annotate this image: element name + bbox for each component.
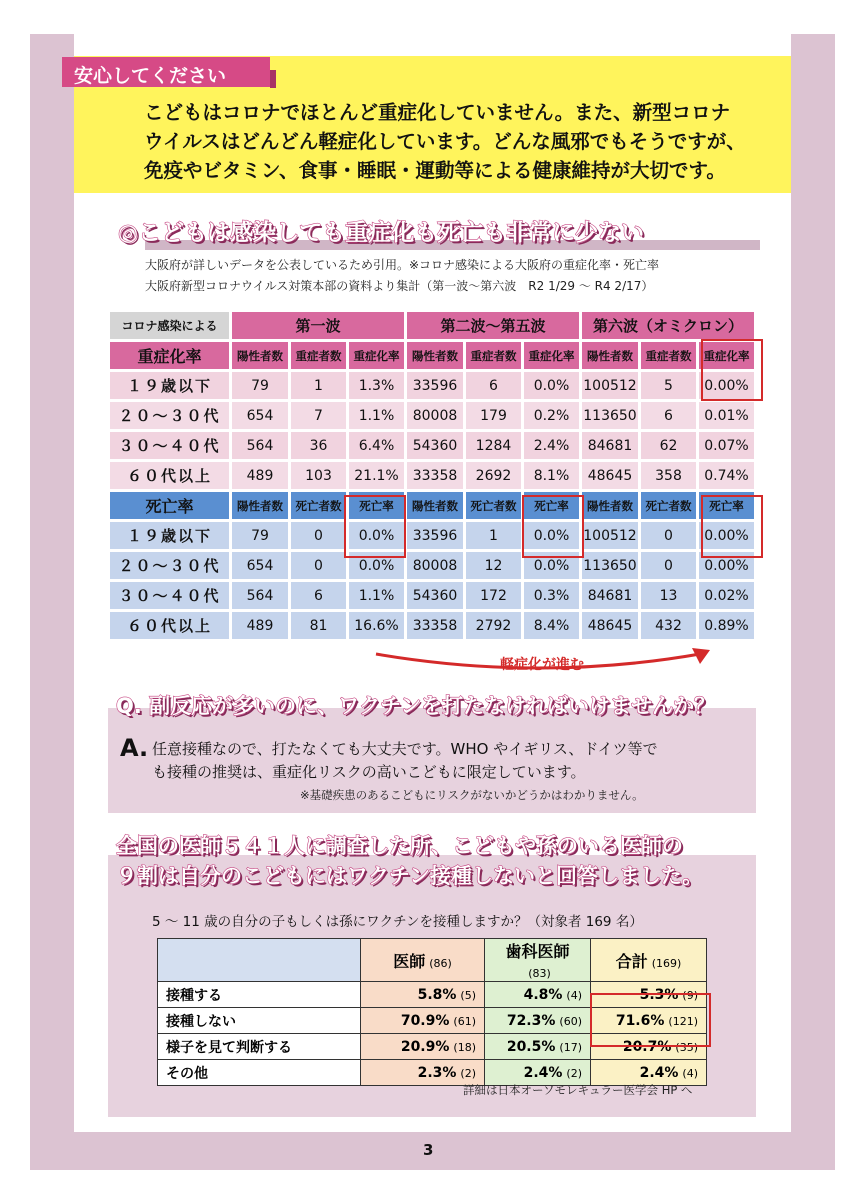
col-header: 死亡率	[349, 492, 404, 519]
table-cell: 432	[641, 612, 696, 639]
survey-question: 5 ～ 11 歳の自分の子もしくは孫にワクチンを接種しますか？（対象者 169 名）	[152, 914, 643, 930]
count: (35)	[675, 1040, 698, 1054]
survey-cell	[361, 1008, 485, 1034]
count: (61)	[453, 1014, 476, 1028]
pct: 20.9%	[400, 1038, 450, 1055]
intro-line: 免疫やビタミン、食事・睡眠・運動等による健康維持が大切です。	[144, 159, 726, 182]
table-cell: 0.74%	[699, 462, 754, 489]
col-header: 重症者数	[291, 342, 346, 369]
pct: 70.9%	[400, 1012, 450, 1029]
table-cell: 0.0%	[524, 552, 579, 579]
table-cell: 80008	[407, 402, 463, 429]
table-cell: 6.4%	[349, 432, 404, 459]
table-cell: 6	[291, 582, 346, 609]
col-header: 死亡者数	[466, 492, 521, 519]
table-cell: 1	[466, 522, 521, 549]
age-label: ６０代以上	[110, 612, 229, 639]
col-label: 医師	[393, 951, 426, 971]
col-header: 陽性者数	[407, 492, 463, 519]
table-cell: 0.0%	[524, 372, 579, 399]
survey-heading-line: 全国の医師５４１人に調査した所、こどもや孫のいる医師の	[116, 834, 683, 858]
survey-cell	[361, 982, 485, 1008]
badge-tail	[270, 70, 276, 88]
highlight-box	[701, 339, 763, 401]
table-cell: 2.4%	[524, 432, 579, 459]
col-header: 陽性者数	[582, 492, 638, 519]
table-cell: 13	[641, 582, 696, 609]
section1-heading: ◎こどもは感染しても重症化も死亡も非常に少ない	[118, 220, 645, 246]
table-cell: 1.3%	[349, 372, 404, 399]
survey-corner	[158, 939, 361, 982]
table-cell: 48645	[582, 612, 638, 639]
col-label: 歯科医師	[505, 942, 570, 961]
table-cell: 2792	[466, 612, 521, 639]
table-cell: 0	[291, 522, 346, 549]
col-header: 陽性者数	[232, 342, 288, 369]
table-cell: 7	[291, 402, 346, 429]
table-cell: 84681	[582, 582, 638, 609]
table-cell: 6	[641, 402, 696, 429]
count: (60)	[559, 1014, 582, 1028]
table-cell: 1.1%	[349, 402, 404, 429]
answer-note: ※基礎疾患のあるこどもにリスクがないかどうかはわかりません。	[300, 788, 644, 802]
table-cell: 654	[232, 402, 288, 429]
age-label: ３０～４０代	[110, 582, 229, 609]
table-cell: 100512	[582, 522, 638, 549]
table-cell: 48645	[582, 462, 638, 489]
table-cell: 1.1%	[349, 582, 404, 609]
survey-cell	[485, 1008, 591, 1034]
count: (4)	[682, 1066, 698, 1080]
question-heading: Q. 副反応が多いのに、ワクチンを打たなければいけませんか？	[116, 694, 716, 718]
table-cell: 113650	[582, 402, 638, 429]
table-cell: 33358	[407, 462, 463, 489]
count: (2)	[460, 1066, 476, 1080]
pct: 2.3%	[417, 1064, 457, 1081]
table-cell: 0.2%	[524, 402, 579, 429]
count: (17)	[559, 1040, 582, 1054]
table-cell: 0	[291, 552, 346, 579]
count: (121)	[668, 1014, 698, 1028]
table-cell: 81	[291, 612, 346, 639]
table-cell: 0.89%	[699, 612, 754, 639]
col-label: 合計	[615, 951, 648, 971]
col-header: 重症者数	[466, 342, 521, 369]
table-cell: 79	[232, 372, 288, 399]
table-cell: 113650	[582, 552, 638, 579]
table-cell: 0.00%	[699, 372, 754, 399]
covid-table	[107, 309, 757, 642]
survey-row-label: 接種しない	[158, 1008, 361, 1034]
age-label: ２０～３０代	[110, 402, 229, 429]
count: (18)	[453, 1040, 476, 1054]
highlight-box	[344, 495, 406, 558]
age-label: １９歳以下	[110, 522, 229, 549]
table-cell: 36	[291, 432, 346, 459]
col-header: 重症者数	[641, 342, 696, 369]
pct: 5.3%	[639, 986, 679, 1003]
answer-text: も接種の推奨は、重症化リスクの高いこどもに限定しています。	[152, 763, 586, 781]
table-cell: 564	[232, 582, 288, 609]
table-cell: 564	[232, 432, 288, 459]
wave-header: 第六波（オミクロン）	[582, 312, 754, 339]
intro-line: ウイルスはどんどん軽症化しています。どんな風邪でもそうですが、	[144, 130, 746, 153]
count: (2)	[566, 1066, 582, 1080]
table-cell: 103	[291, 462, 346, 489]
age-label: １９歳以下	[110, 372, 229, 399]
table-cell: 0.07%	[699, 432, 754, 459]
intro-text	[144, 98, 746, 185]
highlight-box	[522, 495, 584, 558]
survey-col-header	[485, 939, 591, 982]
pct: 20.5%	[506, 1038, 556, 1055]
col-header: 重症化率	[699, 342, 754, 369]
table-cell: 0.0%	[349, 522, 404, 549]
survey-row-label: その他	[158, 1060, 361, 1086]
table-cell: 0.02%	[699, 582, 754, 609]
source-line: 大阪府が詳しいデータを公表しているため引用。※コロナ感染による大阪府の重症化率・死亡率	[145, 258, 660, 272]
table-cell: 0.0%	[524, 522, 579, 549]
table-cell: 21.1%	[349, 462, 404, 489]
pct: 71.6%	[615, 1012, 665, 1029]
col-header: 死亡者数	[291, 492, 346, 519]
survey-cell	[485, 1034, 591, 1060]
table-cell: 0	[641, 522, 696, 549]
intro-line: こどもはコロナでほとんど重症化していません。また、新型コロナ	[144, 101, 731, 124]
table-cell: 79	[232, 522, 288, 549]
pct: 5.8%	[417, 986, 457, 1003]
col-count: (83)	[528, 967, 551, 980]
page-number: 3	[423, 1141, 434, 1159]
wave-header: 第二波～第五波	[407, 312, 579, 339]
pct: 4.8%	[523, 986, 563, 1003]
survey-footnote: 詳細は日本オーソモレキュラー医学会 HP へ	[463, 1083, 693, 1097]
col-header: 死亡率	[524, 492, 579, 519]
table-cell: 358	[641, 462, 696, 489]
col-header: 陽性者数	[232, 492, 288, 519]
table-cell: 489	[232, 612, 288, 639]
age-label: ６０代以上	[110, 462, 229, 489]
milder-trend-label: 軽症化が進む	[500, 657, 584, 673]
table-corner: コロナ感染による	[110, 312, 229, 339]
col-header: 死亡率	[699, 492, 754, 519]
survey-heading-line: ９割は自分のこどもにはワクチン接種しないと回答しました。	[116, 864, 703, 888]
table-cell: 33596	[407, 522, 463, 549]
table-cell: 1	[291, 372, 346, 399]
table-cell: 12	[466, 552, 521, 579]
table-cell: 8.1%	[524, 462, 579, 489]
pct: 2.4%	[523, 1064, 563, 1081]
table-cell: 0.0%	[349, 552, 404, 579]
col-header: 陽性者数	[582, 342, 638, 369]
table-cell: 80008	[407, 552, 463, 579]
table-cell: 33596	[407, 372, 463, 399]
table-cell: 16.6%	[349, 612, 404, 639]
col-header: 重症化率	[349, 342, 404, 369]
col-count: (169)	[651, 956, 682, 970]
table-cell: 179	[466, 402, 521, 429]
table-cell: 100512	[582, 372, 638, 399]
table-cell: 172	[466, 582, 521, 609]
table-cell: 654	[232, 552, 288, 579]
reassurance-badge: 安心してください	[62, 57, 270, 87]
count: (4)	[566, 988, 582, 1002]
col-count: (86)	[429, 956, 452, 970]
answer-text: 任意接種なので、打たなくても大丈夫です。WHO やイギリス、ドイツ等で	[152, 740, 658, 758]
table-cell: 2692	[466, 462, 521, 489]
survey-col-header	[361, 939, 485, 982]
table-cell: 0.00%	[699, 522, 754, 549]
survey-cell	[361, 1034, 485, 1060]
pct: 20.7%	[622, 1038, 672, 1055]
highlight-box	[590, 993, 711, 1047]
table-cell: 0	[641, 552, 696, 579]
pct: 2.4%	[639, 1064, 679, 1081]
col-header: 重症化率	[524, 342, 579, 369]
table-cell: 54360	[407, 582, 463, 609]
count: (9)	[682, 988, 698, 1002]
table-cell: 8.4%	[524, 612, 579, 639]
age-label: ２０～３０代	[110, 552, 229, 579]
age-label: ３０～４０代	[110, 432, 229, 459]
col-header: 陽性者数	[407, 342, 463, 369]
table-cell: 6	[466, 372, 521, 399]
table-cell: 0.3%	[524, 582, 579, 609]
survey-row-label: 様子を見て判断する	[158, 1034, 361, 1060]
table-cell: 489	[232, 462, 288, 489]
source-line: 大阪府新型コロナウイルス対策本部の資料より集計（第一波～第六波 R2 1/29 ～ R4 2/17）	[145, 279, 654, 293]
severe-rate-label: 重症化率	[110, 342, 229, 369]
highlight-box	[701, 495, 763, 558]
table-cell: 62	[641, 432, 696, 459]
table-cell: 0.00%	[699, 552, 754, 579]
death-rate-label: 死亡率	[110, 492, 229, 519]
count: (5)	[460, 988, 476, 1002]
table-cell: 33358	[407, 612, 463, 639]
pct: 72.3%	[506, 1012, 556, 1029]
survey-row-label: 接種する	[158, 982, 361, 1008]
table-cell: 54360	[407, 432, 463, 459]
table-cell: 84681	[582, 432, 638, 459]
col-header: 死亡者数	[641, 492, 696, 519]
answer-mark: A.	[120, 734, 149, 762]
table-cell: 1284	[466, 432, 521, 459]
wave-header: 第一波	[232, 312, 404, 339]
survey-cell	[485, 982, 591, 1008]
table-cell: 0.01%	[699, 402, 754, 429]
survey-col-header	[591, 939, 707, 982]
table-cell: 5	[641, 372, 696, 399]
